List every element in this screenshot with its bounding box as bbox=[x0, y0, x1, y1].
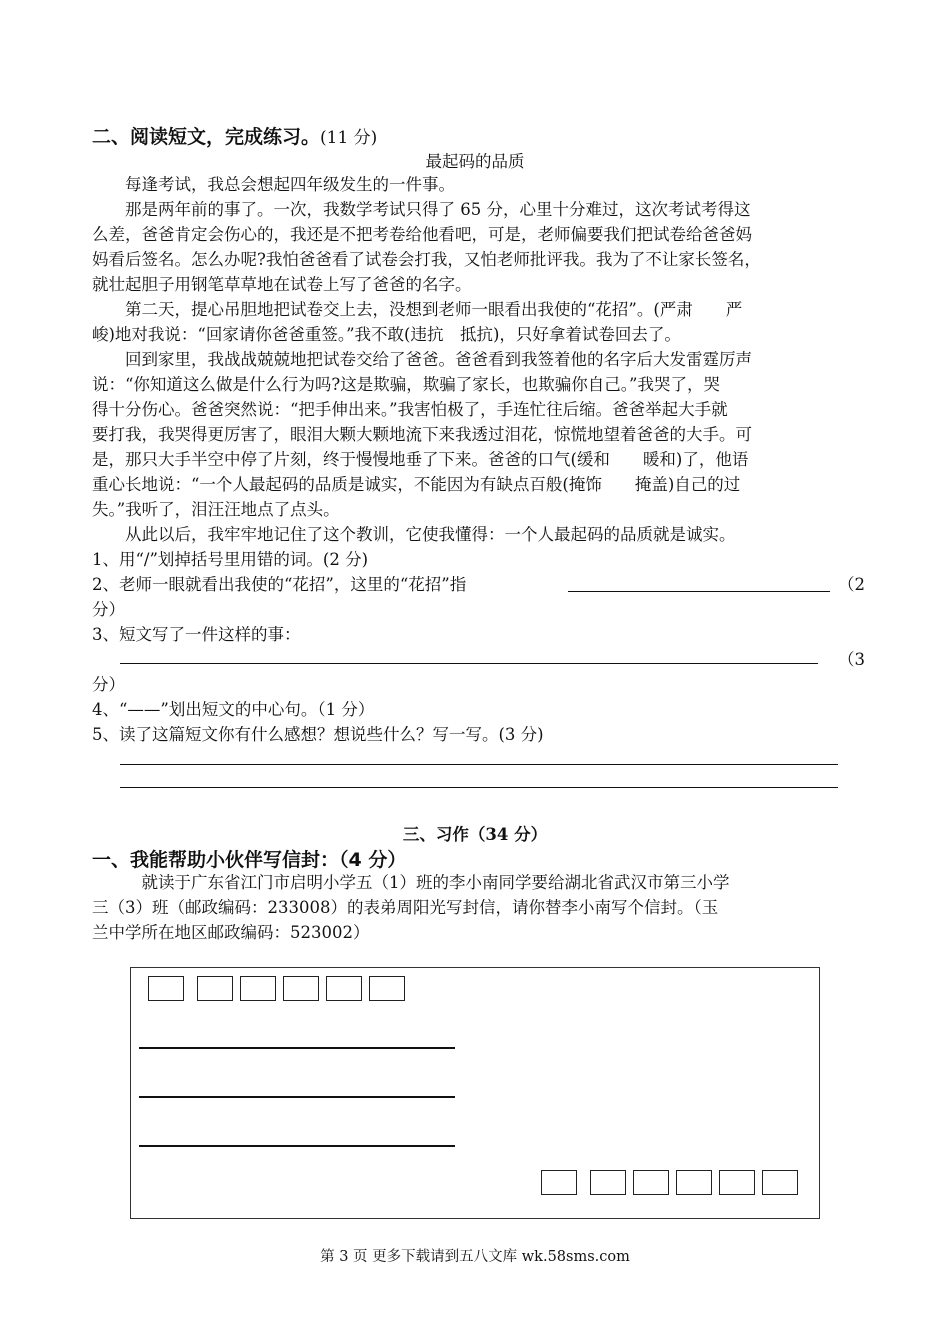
passage-line: 么差，爸爸肯定会伤心的，我还是不把考卷给他看吧，可是，老师偏要我们把试卷给爸爸妈 bbox=[92, 225, 752, 244]
answer-line-q2[interactable] bbox=[568, 591, 830, 592]
passage-line: 说：“你知道这么做是什么行为吗?这是欺骗，欺骗了家长，也欺骗你自己。”我哭了，哭 bbox=[92, 375, 720, 394]
recipient-postcode-box[interactable] bbox=[240, 976, 276, 1001]
answer-line-q5-2[interactable] bbox=[120, 787, 838, 788]
passage-line: 那是两年前的事了。一次，我数学考试只得了 65 分，心里十分难过，这次考试考得这 bbox=[92, 200, 751, 219]
passage-line: 是，那只大手半空中停了片刻，终于慢慢地垂了下来。爸爸的口气(缓和 暖和)了，他语 bbox=[92, 450, 749, 469]
section-heading bbox=[92, 122, 377, 149]
sender-address-line[interactable] bbox=[139, 1145, 455, 1147]
passage-title: 最起码的品质 bbox=[425, 152, 525, 171]
section-score: (11 分) bbox=[320, 128, 378, 148]
passage-line: 得十分伤心。爸爸突然说：“把手伸出来。”我害怕极了，手连忙往后缩。爸爸举起大手就 bbox=[92, 400, 728, 419]
question-2: 2、老师一眼就看出我使的“花招”，这里的“花招”指 bbox=[92, 575, 467, 594]
section-3-heading: 三、习作（34 分） bbox=[402, 825, 548, 844]
question-2-score-cont: 分） bbox=[92, 600, 125, 619]
recipient-address-line[interactable] bbox=[139, 1047, 455, 1049]
passage-line: 重心长地说：“一个人最起码的品质是诚实，不能因为有缺点百般(掩饰 掩盖)自己的过 bbox=[92, 475, 741, 494]
question-3: 3、短文写了一件这样的事： bbox=[92, 625, 301, 644]
passage-line: 第二天，提心吊胆地把试卷交上去，没想到老师一眼看出我使的“花招”。(严肃 严 bbox=[92, 300, 743, 319]
question-1: 1、用“/”划掉括号里用错的词。(2 分) bbox=[92, 550, 369, 569]
section-heading-text: 二、阅读短文，完成练习。 bbox=[92, 126, 321, 148]
question-3-score-cont: 分） bbox=[92, 675, 125, 694]
envelope-task-heading: 一、我能帮助小伙伴写信封：（4 分） bbox=[92, 849, 407, 871]
passage-line: 从此以后，我牢牢地记住了这个教训，它使我懂得：一个人最起码的品质就是诚实。 bbox=[92, 525, 736, 544]
passage-line: 每逢考试，我总会想起四年级发生的一件事。 bbox=[92, 175, 455, 194]
envelope-frame bbox=[130, 967, 820, 1219]
sender-postcode-box[interactable] bbox=[676, 1170, 712, 1195]
task-line: 三（3）班（邮政编码：233008）的表弟周阳光写封信，请你替李小南写个信封。（玉 bbox=[92, 898, 719, 917]
answer-line-q5-1[interactable] bbox=[120, 764, 838, 765]
passage-line: 失。”我听了，泪汪汪地点了点头。 bbox=[92, 500, 340, 519]
sender-postcode-box[interactable] bbox=[633, 1170, 669, 1195]
page-footer: 第 3 页 更多下载请到五八文库 wk.58sms.com bbox=[320, 1249, 630, 1265]
question-2-score: （2 bbox=[838, 575, 865, 594]
task-line: 兰中学所在地区邮政编码：523002） bbox=[92, 923, 370, 942]
recipient-postcode-box[interactable] bbox=[326, 976, 362, 1001]
task-line: 就读于广东省江门市启明小学五（1）班的李小南同学要给湖北省武汉市第三小学 bbox=[92, 873, 730, 892]
passage-line: 妈看后签名。怎么办呢?我怕爸爸看了试卷会打我，又怕老师批评我。我为了不让家长签名， bbox=[92, 250, 761, 269]
passage-line: 峻)地对我说：“回家请你爸爸重签。”我不敢(违抗 抵抗)，只好拿着试卷回去了。 bbox=[92, 325, 681, 344]
question-5: 5、读了这篇短文你有什么感想？想说些什么？写一写。(3 分) bbox=[92, 725, 544, 744]
sender-postcode-box[interactable] bbox=[541, 1170, 577, 1195]
recipient-postcode-box[interactable] bbox=[197, 976, 233, 1001]
question-4: 4、“——”划出短文的中心句。（1 分） bbox=[92, 700, 375, 719]
passage-line: 要打我，我哭得更厉害了，眼泪大颗大颗地流下来我透过泪花，惊慌地望着爸爸的大手。可 bbox=[92, 425, 752, 444]
sender-postcode-box[interactable] bbox=[719, 1170, 755, 1195]
sender-postcode-box[interactable] bbox=[762, 1170, 798, 1195]
sender-postcode-box[interactable] bbox=[590, 1170, 626, 1195]
recipient-postcode-box[interactable] bbox=[369, 976, 405, 1001]
answer-line-q3[interactable] bbox=[120, 663, 818, 664]
passage-line: 回到家里，我战战兢兢地把试卷交给了爸爸。爸爸看到我签着他的名字后大发雷霆厉声 bbox=[92, 350, 752, 369]
question-3-score: （3 bbox=[838, 650, 865, 669]
recipient-name-line[interactable] bbox=[139, 1096, 455, 1098]
passage-line: 就壮起胆子用钢笔草草地在试卷上写了爸爸的名字。 bbox=[92, 275, 472, 294]
recipient-postcode-box[interactable] bbox=[148, 976, 184, 1001]
recipient-postcode-box[interactable] bbox=[283, 976, 319, 1001]
